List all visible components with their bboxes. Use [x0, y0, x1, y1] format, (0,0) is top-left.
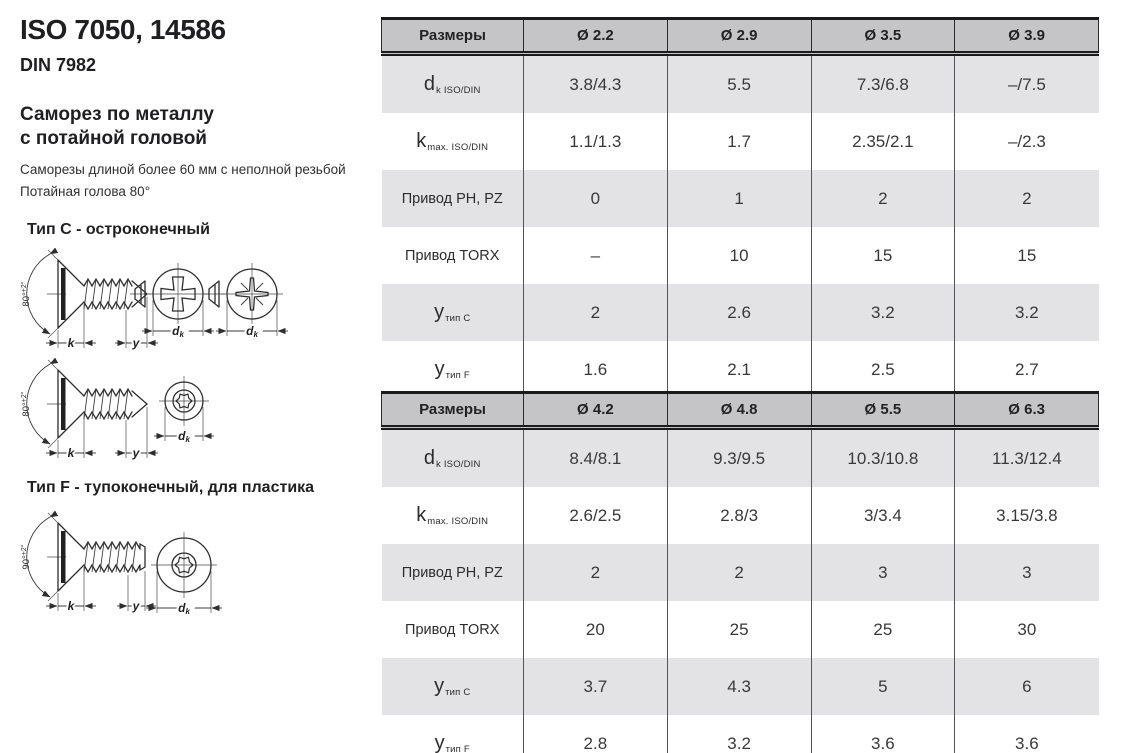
row-label — [382, 428, 524, 488]
value-cell: 15 — [811, 227, 955, 284]
value-cell: 2.6/2.5 — [524, 487, 668, 544]
value-cell: 1.1/1.3 — [524, 113, 668, 170]
row-label-subscript: k ISO/DIN — [436, 459, 481, 471]
table-row — [382, 54, 1099, 114]
value-cell: 10 — [667, 227, 811, 284]
row-label-symbol: Привод PH, PZ — [401, 564, 503, 581]
value-cell: 30 — [955, 601, 1099, 658]
column-header-diameter: Ø 5.5 — [811, 393, 955, 428]
dimension-label-y: y — [132, 336, 140, 350]
value-cell: 2 — [955, 170, 1099, 227]
row-label — [382, 544, 524, 601]
column-header-diameter: Ø 2.2 — [524, 19, 668, 54]
pz-head-view — [204, 263, 288, 339]
row-label-symbol: k — [416, 503, 427, 526]
value-cell: 3.8/4.3 — [524, 54, 668, 114]
type-c-technical-drawing — [8, 248, 348, 460]
table-row — [382, 715, 1099, 753]
size-table-small-diameters — [381, 17, 1099, 398]
column-header-diameter: Ø 6.3 — [955, 393, 1099, 428]
value-cell: 25 — [667, 601, 811, 658]
row-label-subscript: max. ISO/DIN — [427, 516, 489, 528]
row-label — [382, 227, 524, 284]
value-cell: 2.8 — [524, 715, 668, 753]
row-label — [382, 341, 524, 398]
row-label — [382, 658, 524, 715]
description-line2: Потайная голова 80° — [20, 184, 151, 199]
table-row — [382, 284, 1099, 341]
column-header-diameter: Ø 2.9 — [667, 19, 811, 54]
value-cell: 3 — [811, 544, 955, 601]
dimension-label-dk: dk — [172, 324, 184, 339]
row-label — [382, 715, 524, 753]
value-cell: 2.7 — [955, 341, 1099, 398]
angle-dimension-label: 80°$^{+2^\circ}$ — [21, 391, 32, 417]
row-label-symbol: y — [434, 357, 445, 380]
table-header-row — [382, 19, 1099, 54]
value-cell: 7.3/6.8 — [811, 54, 955, 114]
value-cell: 2.35/2.1 — [811, 113, 955, 170]
row-label — [382, 601, 524, 658]
value-cell: 15 — [955, 227, 1099, 284]
value-cell: 2.5 — [811, 341, 955, 398]
type-f-heading: Тип F - тупоконечный, для пластика — [27, 479, 315, 496]
product-name — [20, 103, 214, 152]
value-cell: 8.4/8.1 — [524, 428, 668, 488]
value-cell: 9.3/9.5 — [667, 428, 811, 488]
type-f-technical-drawing — [8, 503, 348, 628]
value-cell: 2 — [811, 170, 955, 227]
table-row — [382, 341, 1099, 398]
value-cell: 0 — [524, 170, 668, 227]
value-cell: 5 — [811, 658, 955, 715]
table-row — [382, 227, 1099, 284]
page-title: ISO 7050, 14586 — [20, 14, 226, 45]
dimension-label-k: k — [67, 599, 75, 613]
value-cell: 3 — [955, 544, 1099, 601]
value-cell: 10.3/10.8 — [811, 428, 955, 488]
torx-head-view — [146, 532, 222, 616]
din-standard-subtitle: DIN 7982 — [20, 55, 97, 75]
column-header-diameter: Ø 3.5 — [811, 19, 955, 54]
product-name-line2: с потайной головой — [20, 128, 207, 150]
row-label-symbol: y — [434, 300, 445, 323]
value-cell: – — [524, 227, 668, 284]
ph-head-view — [130, 263, 214, 339]
type-c-heading: Тип C - остроконечный — [27, 221, 210, 238]
value-cell: 3.15/3.8 — [955, 487, 1099, 544]
table-row — [382, 113, 1099, 170]
value-cell: 3.7 — [524, 658, 668, 715]
dimension-label-dk: dk — [246, 324, 258, 339]
row-label-symbol: y — [434, 674, 445, 697]
row-label-subscript: тип C — [445, 687, 471, 699]
value-cell: 1.6 — [524, 341, 668, 398]
table-row — [382, 428, 1099, 488]
description-line1: Саморезы длиной более 60 мм с неполной резьбой — [20, 162, 346, 177]
value-cell: 11.3/12.4 — [955, 428, 1099, 488]
column-header-diameter: Ø 4.2 — [524, 393, 668, 428]
row-label — [382, 113, 524, 170]
value-cell: –/2.3 — [955, 113, 1099, 170]
screw-side-view-blunt — [20, 513, 156, 613]
row-label-symbol: Привод TORX — [405, 247, 500, 264]
table-row — [382, 658, 1099, 715]
product-name-line1: Саморез по металлу — [20, 104, 214, 125]
screw-side-view-pointed — [27, 360, 158, 458]
column-header-diameter: Ø 3.9 — [955, 19, 1099, 54]
column-header-diameter: Ø 4.8 — [667, 393, 811, 428]
row-label-symbol: Привод TORX — [405, 621, 500, 638]
value-cell: 20 — [524, 601, 668, 658]
row-label-subscript: k ISO/DIN — [436, 85, 481, 97]
dimension-label-dk: dk — [178, 601, 190, 616]
value-cell: 5.5 — [667, 54, 811, 114]
dimension-label-y: y — [132, 599, 140, 613]
value-cell: 3.6 — [955, 715, 1099, 753]
row-label-symbol: Привод PH, PZ — [401, 190, 503, 207]
angle-dimension-label: 80°$^{+2^\circ}$ — [21, 281, 32, 307]
row-label-symbol: k — [416, 129, 427, 152]
row-label — [382, 487, 524, 544]
value-cell: 3.6 — [811, 715, 955, 753]
row-label-subscript: тип F — [445, 744, 470, 753]
value-cell: 3.2 — [667, 715, 811, 753]
column-header-sizes: Размеры — [382, 393, 524, 428]
dimension-label-k: k — [67, 336, 75, 350]
value-cell: 3.2 — [955, 284, 1099, 341]
table-row — [382, 487, 1099, 544]
row-label-subscript: тип C — [445, 313, 471, 325]
table-row — [382, 601, 1099, 658]
value-cell: 4.3 — [667, 658, 811, 715]
value-cell: 2.8/3 — [667, 487, 811, 544]
value-cell: –/7.5 — [955, 54, 1099, 114]
row-label — [382, 170, 524, 227]
column-header-sizes: Размеры — [382, 19, 524, 54]
row-label-subscript: тип F — [445, 370, 470, 382]
value-cell: 2 — [524, 284, 668, 341]
dimension-label-dk: dk — [178, 429, 190, 444]
value-cell: 3.2 — [811, 284, 955, 341]
row-label-subscript: max. ISO/DIN — [427, 142, 489, 154]
value-cell: 1 — [667, 170, 811, 227]
table-row — [382, 170, 1099, 227]
row-label — [382, 54, 524, 114]
value-cell: 3/3.4 — [811, 487, 955, 544]
table-row — [382, 544, 1099, 601]
value-cell: 2 — [667, 544, 811, 601]
dimension-label-y: y — [132, 446, 140, 460]
size-table-large-diameters — [381, 391, 1099, 753]
value-cell: 25 — [811, 601, 955, 658]
row-label-symbol: y — [434, 731, 445, 753]
row-label-symbol: d — [423, 72, 436, 95]
dimension-label-k: k — [67, 446, 75, 460]
value-cell: 2.6 — [667, 284, 811, 341]
value-cell: 1.7 — [667, 113, 811, 170]
row-label-symbol: d — [423, 446, 436, 469]
value-cell: 2 — [524, 544, 668, 601]
value-cell: 2.1 — [667, 341, 811, 398]
torx-head-view — [154, 376, 214, 444]
screw-side-view-pointed — [27, 250, 158, 348]
table-header-row — [382, 393, 1099, 428]
angle-dimension-label: 90°$^{+2^\circ}$ — [21, 544, 32, 570]
row-label — [382, 284, 524, 341]
value-cell: 6 — [955, 658, 1099, 715]
